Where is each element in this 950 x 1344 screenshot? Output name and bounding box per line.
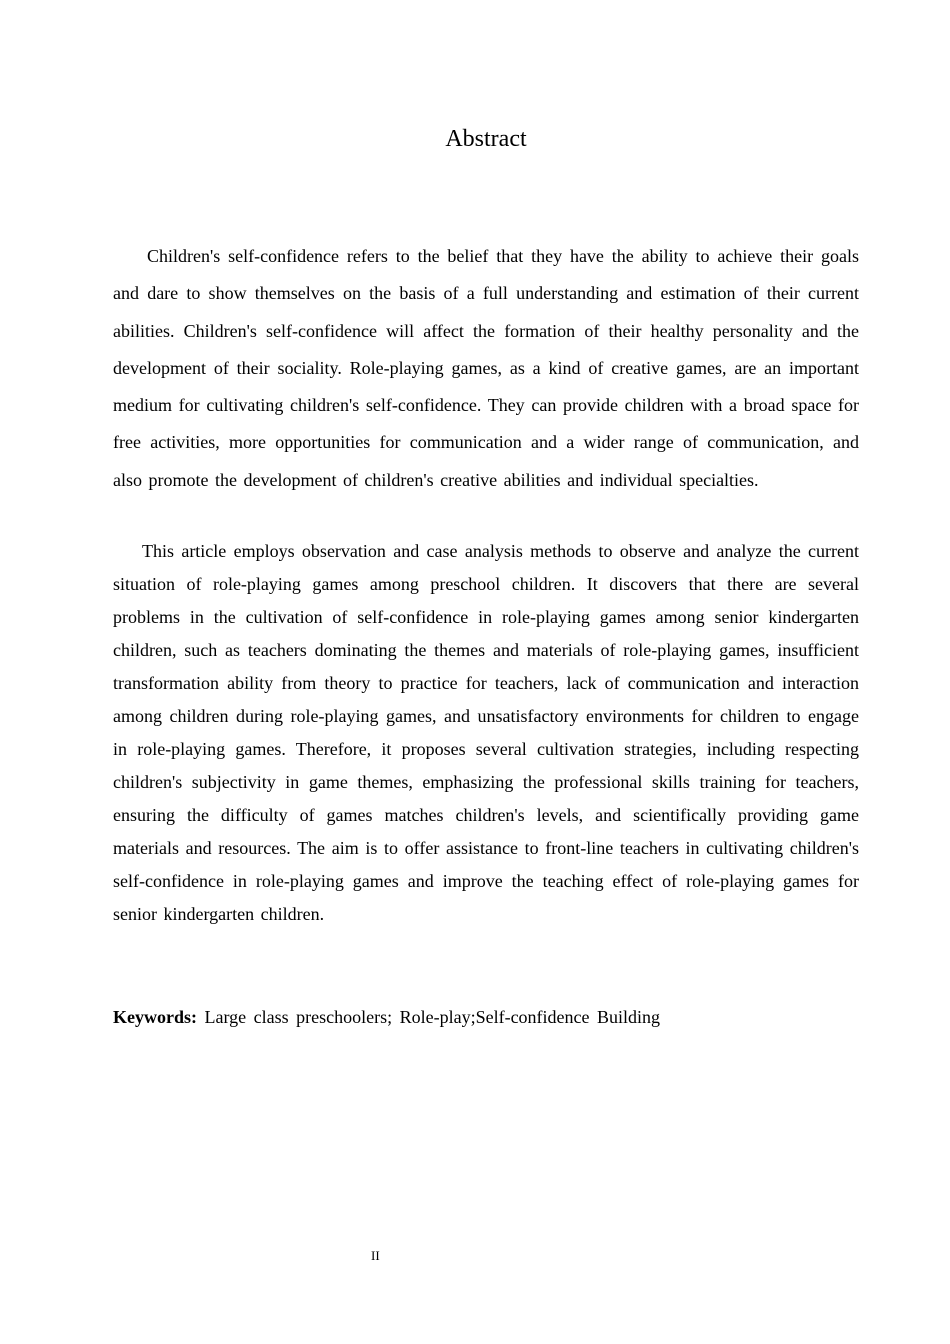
page-number: II (371, 1248, 380, 1263)
keywords-label: Keywords: (113, 1007, 197, 1027)
abstract-title: Abstract (445, 126, 527, 152)
abstract-paragraph-1: Children's self-confidence refers to the belief that they have the ability to achieve their goals and dare to show themselves on the basis of a full understanding and estimation of their current abilities. Children's self-confidence will affect the formation of their healthy personality and the development of their sociality. Role-playing games, as a kind of creative games, are an important medium for cultivating children's self-confidence. They can provide children with a broad space for free activities, more opportunities for communication and a wider range of communication, and also promote the development of children's creative abilities and individual specialties. (113, 246, 859, 490)
keywords-line (113, 1003, 859, 1031)
abstract-paragraph-2: This article employs observation and case analysis methods to observe and analyze the current situation of role-playing games among preschool children. It discovers that there are several problems in the cultivation of self-confidence in role-playing games among senior kindergarten children, such as teachers dominating the themes and materials of role-playing games, insufficient transformation ability from theory to practice for teachers, lack of communication and interaction among children during role-playing games, and unsatisfactory environments for children to engage in role-playing games. Therefore, it proposes several cultivation strategies, including respecting children's subjectivity in game themes, emphasizing the professional skills training for teachers, ensuring the difficulty of games matches children's levels, and scientifically providing game materials and resources. The aim is to offer assistance to front-line teachers in cultivating children's self-confidence in role-playing games and improve the teaching effect of role-playing games for senior kindergarten children. (113, 541, 859, 924)
keywords-text: Large class preschoolers; Role-play;Self-confidence Building (204, 1007, 661, 1027)
